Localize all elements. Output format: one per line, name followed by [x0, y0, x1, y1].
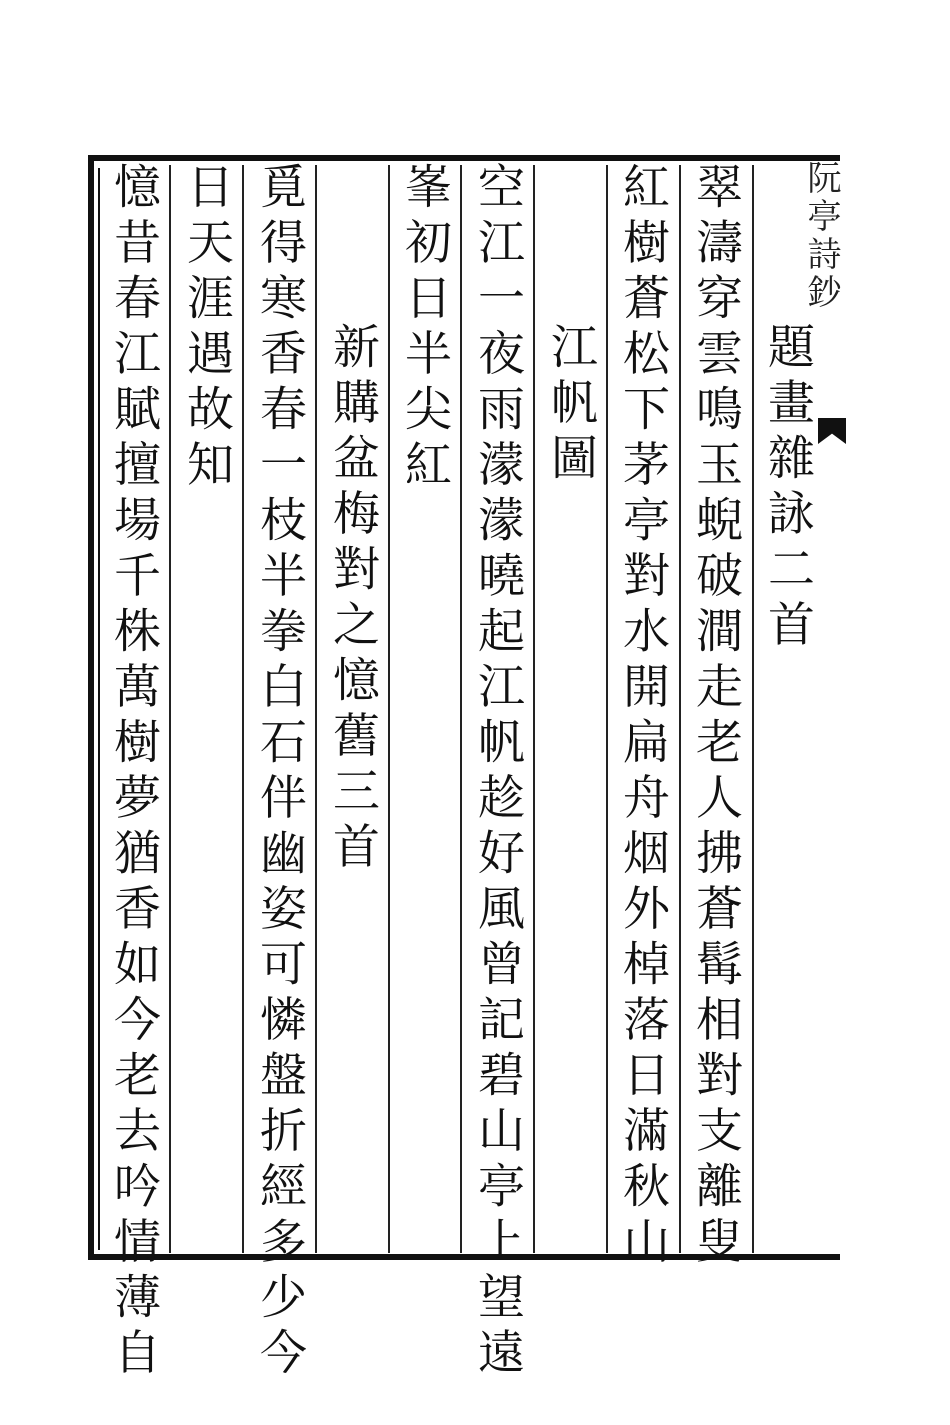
poem-line: 日天涯遇故知 — [179, 162, 234, 495]
poem-line: 覓得寒香春一枝半拳白石伴幽姿可憐盤折經多少今 — [252, 162, 307, 1383]
poem-line: 憶昔春江賦擅場千株萬樹夢猶香如今老去吟情薄自 — [106, 162, 161, 1383]
page-header: 阮亭詩鈔 — [801, 160, 841, 312]
column-rule — [533, 165, 535, 1253]
poem-line: 紅樹蒼松下茅亭對水開扁舟烟外棹落日滿秋山 — [615, 162, 670, 1272]
column-rule — [315, 165, 317, 1253]
poem-title: 新購盆梅對之憶舊三首 — [325, 322, 380, 877]
column-rule — [388, 165, 390, 1253]
column-rule — [752, 165, 754, 1253]
column-rule — [679, 165, 681, 1253]
column-rule — [242, 165, 244, 1253]
column-rule — [606, 165, 608, 1253]
poem-line: 空江一夜雨濛濛曉起江帆趁好風曾記碧山亭上望遠 — [470, 162, 525, 1383]
poem-line: 翠濤穿雲鳴玉蜺破澗走老人拂蒼髯相對支離叟 — [688, 162, 743, 1272]
column-rule — [169, 165, 171, 1253]
poem-title: 題畫雜詠二首 — [760, 322, 815, 655]
poem-line: 峯初日半尖紅 — [397, 162, 452, 495]
column-rule — [460, 165, 462, 1253]
frame-inner-line — [98, 168, 100, 1250]
poem-title: 江帆圖 — [543, 322, 598, 489]
